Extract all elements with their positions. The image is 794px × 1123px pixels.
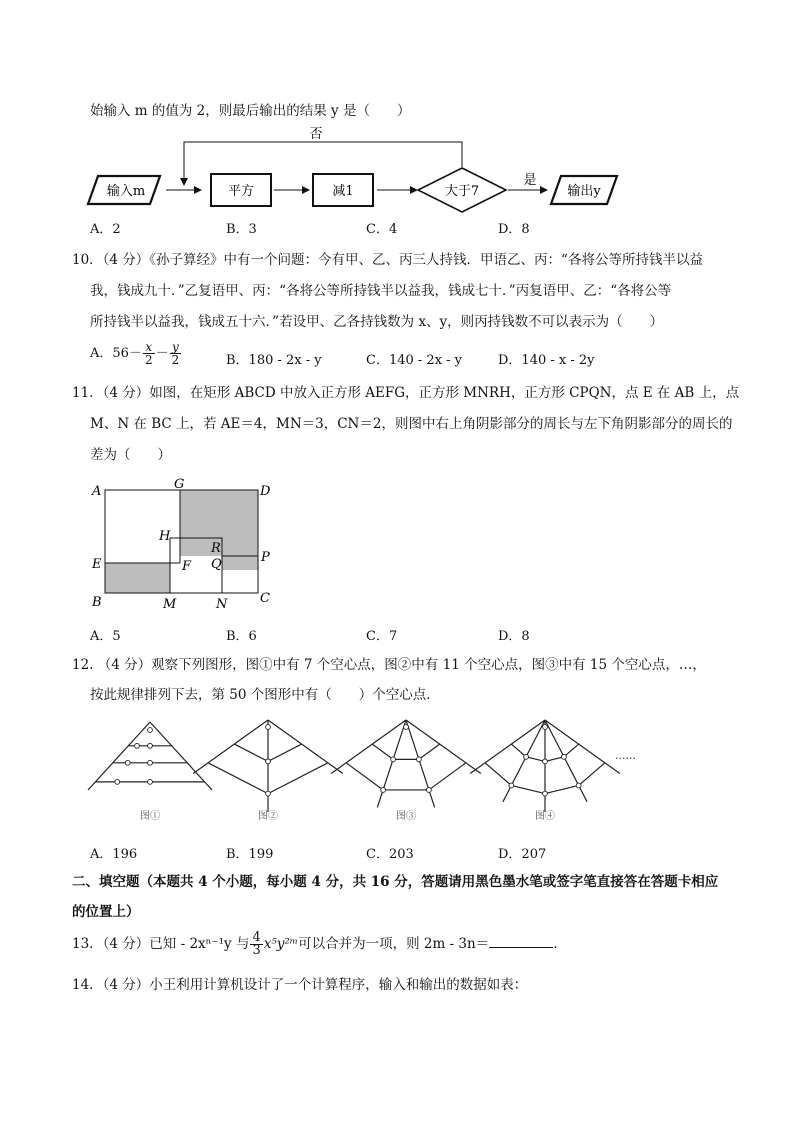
fan-arc <box>511 785 545 793</box>
label-B: B <box>92 595 102 610</box>
q11-option-c: C．7 <box>366 629 398 644</box>
fan-spoke <box>331 720 406 774</box>
flow-step-square: 平方 <box>227 184 255 199</box>
q9-option-d: D．8 <box>498 222 530 237</box>
caption-fig2: 图② <box>258 811 278 822</box>
caption-fig3: 图③ <box>396 811 416 822</box>
hollow-dot <box>543 725 548 730</box>
fan-spoke <box>193 720 268 774</box>
label-R: R <box>211 541 221 556</box>
fan-arc <box>268 744 302 761</box>
q12-pattern-figures <box>0 712 794 832</box>
q14-text: 14．（4 分）小王利用计算机设计了一个计算程序，输入和输出的数据如表： <box>72 977 528 993</box>
label-N: N <box>216 597 228 612</box>
hollow-dot <box>404 725 409 730</box>
label-C: C <box>260 591 270 606</box>
flow-decision: 大于7 <box>444 184 480 199</box>
hollow-dot <box>266 791 271 796</box>
hollow-dot <box>148 760 153 765</box>
q9-text: 始输入 m 的值为 2，则最后输出的结果 y 是（ ） <box>90 103 411 119</box>
fan-arc <box>579 763 605 786</box>
fan-arc <box>372 744 393 759</box>
flow-input: 输入m <box>106 184 146 199</box>
q10-line-3: 所持钱半以益我，钱成五十六．”若设甲、乙各持钱数为 x、y，则丙持钱数不可以表示为（ ） <box>90 314 664 330</box>
fan-arc <box>419 744 440 759</box>
hollow-dot <box>115 779 120 784</box>
fan-spoke <box>268 720 343 774</box>
q12-option-b: B．199 <box>226 847 274 862</box>
q10-line-2: 我，钱成九十．”乙复语甲、丙：“各将公等所持钱半以益我，钱成七十．”丙复语甲、乙：“各将公等 <box>90 283 672 299</box>
flow-step-minus1: 减1 <box>332 184 354 199</box>
q12-option-d: D．207 <box>498 847 547 862</box>
q11-option-a: A．5 <box>90 629 121 644</box>
q11-rectangle-figure <box>88 478 288 613</box>
label-H: H <box>159 529 171 544</box>
q9-option-a: A．2 <box>90 222 121 237</box>
pattern-figure-1 <box>88 722 212 790</box>
q12-option-a: A．196 <box>90 847 138 862</box>
q10-option-b: B．180 - 2x - y <box>226 353 322 368</box>
fan-spoke <box>377 720 406 807</box>
section2-heading-2: 的位置上） <box>72 904 140 920</box>
hollow-dot <box>562 754 567 759</box>
hollow-dot <box>576 783 581 788</box>
hollow-dot <box>391 757 396 762</box>
flow-yes-label: 是 <box>523 173 537 188</box>
fan-arc <box>545 757 564 762</box>
caption-fig4: 图④ <box>535 811 555 822</box>
fan-arc <box>526 757 545 762</box>
hollow-dot <box>524 754 529 759</box>
hollow-dot <box>543 791 548 796</box>
hollow-dot <box>148 779 153 784</box>
pattern-ellipsis: ...... <box>615 749 636 762</box>
label-A: A <box>92 484 102 499</box>
q11-line-1: 11．（4 分）如图，在矩形 ABCD 中放入正方形 AEFG，正方形 MNRH，正方形 CPQN，点 E 在 AB 上，点 <box>72 385 740 401</box>
label-F: F <box>182 559 192 574</box>
fan-spoke <box>406 720 435 807</box>
fan-arc <box>485 763 511 786</box>
q11-line-2: M、N 在 BC 上，若 AE＝4，MN＝3，CN＝2，则图中右上角阴影部分的周长与左下角阴影部分的周长的 <box>90 416 733 432</box>
fan-arc <box>545 785 579 793</box>
q11-option-b: B．6 <box>226 629 257 644</box>
hollow-dot <box>543 759 548 764</box>
label-D: D <box>260 484 271 499</box>
q12-line-2: 按此规律排列下去，第 50 个图形中有（ ）个空心点． <box>90 687 440 703</box>
fan-arc <box>234 744 268 761</box>
fan-spoke <box>470 720 545 774</box>
hollow-dot <box>427 788 432 793</box>
q12-option-c: C．203 <box>366 847 414 862</box>
q11-line-3: 差为（ ） <box>90 447 171 463</box>
fan-arc <box>511 744 526 757</box>
pattern-figure-3 <box>331 720 481 807</box>
shade-bottom-left <box>105 563 170 593</box>
label-P: P <box>261 550 270 565</box>
fan-spoke <box>503 720 545 802</box>
q13-answer-blank[interactable] <box>489 933 553 948</box>
q13-text: 13．（4 分）已知 - 2xⁿ⁻¹y 与 $\frac{4}{3}$ x⁵y²ᵐ可以合并为一项，则 2m - 3n＝ ． <box>72 930 567 958</box>
q12-line-1: 12. （4 分）观察下列图形，图①中有 7 个空心点，图②中有 11 个空心点，图③中有 15 个空心点，…， <box>72 657 706 673</box>
pattern-figure-4 <box>470 720 620 812</box>
fan-spoke <box>545 720 620 774</box>
hollow-dot <box>135 743 140 748</box>
label-M: M <box>163 597 177 612</box>
hollow-dot <box>416 757 421 762</box>
q9-option-b: B．3 <box>226 222 257 237</box>
hollow-dot <box>148 743 153 748</box>
fan-arc <box>208 763 268 794</box>
flow-output: 输出y <box>567 184 601 199</box>
hollow-dot <box>148 728 153 733</box>
fan-arc <box>429 763 466 790</box>
fan-spoke <box>406 720 481 774</box>
hollow-dot <box>266 725 271 730</box>
fan-spoke <box>545 720 587 802</box>
hollow-dot <box>509 783 514 788</box>
fan-arc <box>564 744 579 757</box>
fig1-right-side <box>150 722 212 790</box>
flow-no-label: 否 <box>309 127 323 142</box>
hollow-dot <box>125 760 130 765</box>
fan-arc <box>268 763 328 794</box>
label-G: G <box>174 477 185 492</box>
q9-flowchart <box>80 124 640 214</box>
q9-option-c: C．4 <box>366 222 398 237</box>
q11-option-d: D．8 <box>498 629 530 644</box>
q10-option-c: C．140 - 2x - y <box>366 353 463 368</box>
q10-option-d: D．140 - x - 2y <box>498 353 595 368</box>
section2-heading-1: 二、填空题（本题共 4 个小题，每小题 4 分，共 16 分，答题请用黑色墨水笔或签字笔直接答在答题卡相应 <box>72 874 719 890</box>
fan-arc <box>346 763 383 790</box>
label-E: E <box>92 557 102 572</box>
q10-option-a: A．56－ $\frac{x}{2}$ － $\frac{y}{2}$ <box>90 340 180 367</box>
q10-line-1: 10．（4 分）《孙子算经》中有一个问题：今有甲、乙、丙三人持钱．甲语乙、丙：“各将公等所持钱半以益 <box>72 252 703 268</box>
hollow-dot <box>266 759 271 764</box>
label-Q: Q <box>211 557 222 572</box>
pattern-figure-2 <box>193 720 343 812</box>
hollow-dot <box>381 788 386 793</box>
caption-fig1: 图① <box>140 811 160 822</box>
